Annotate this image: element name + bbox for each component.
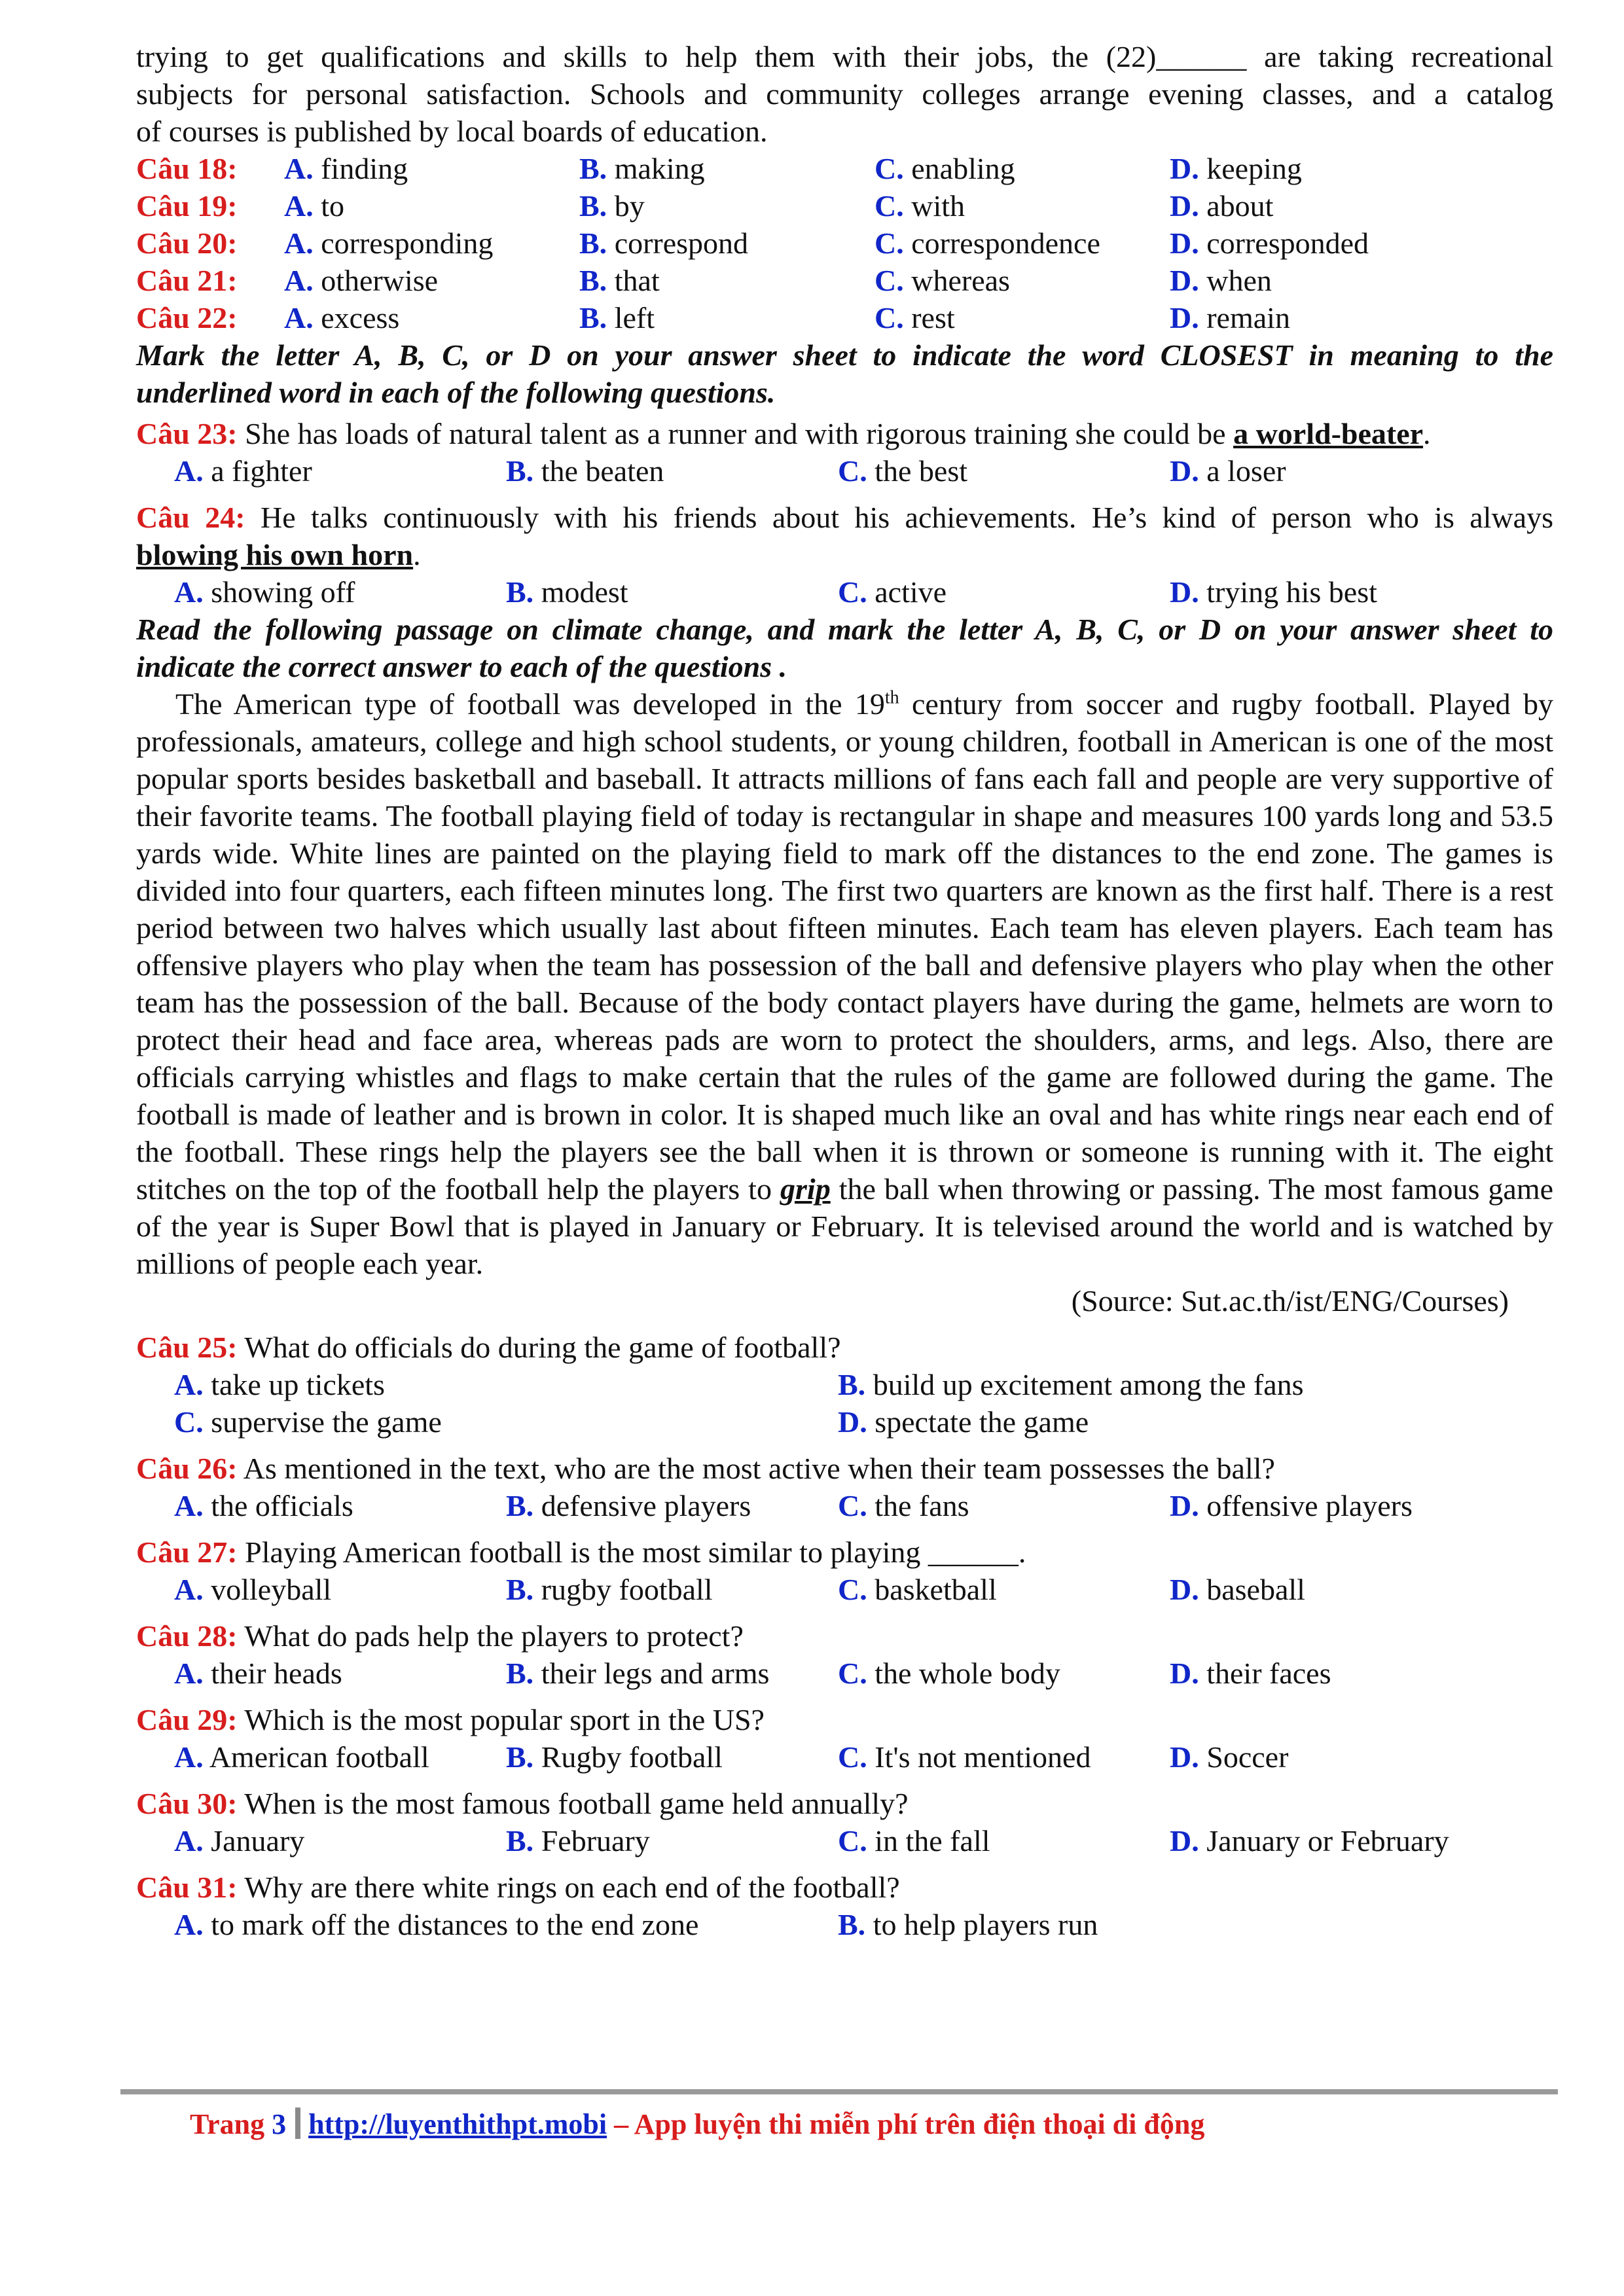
footer-divider xyxy=(120,2089,1558,2094)
question-20 xyxy=(136,224,1553,262)
option-a[interactable]: A. finding xyxy=(284,152,408,185)
instruction-closest-2: underlined word in each of the following questions. xyxy=(136,376,776,409)
option-a[interactable]: A. showing off xyxy=(174,575,355,609)
option-a[interactable]: A. take up tickets xyxy=(174,1368,385,1401)
option-a[interactable]: A. their heads xyxy=(174,1657,342,1690)
option-b[interactable]: B. rugby football xyxy=(506,1573,713,1606)
question-27: Câu 27: Playing American football is the most similar to playing ______. A. volleyball B. rugby football C. basketball D. baseball xyxy=(136,1534,1553,1608)
option-a[interactable]: A. the officials xyxy=(174,1489,353,1522)
option-a[interactable]: A. corresponding xyxy=(284,226,494,260)
question-23: Câu 23: She has loads of natural talent as a runner and with rigorous training she could be a world-beater. A. a fighter B. the beaten C. the best D. a loser xyxy=(136,415,1553,490)
footer-separator xyxy=(295,2108,300,2139)
question-text: As mentioned in the text, who are the most active when their team possesses the ball? xyxy=(243,1452,1275,1485)
option-c[interactable]: C. It's not mentioned xyxy=(838,1740,1091,1774)
footer-tagline: – App luyện thi miễn phí trên điện thoại di động xyxy=(607,2108,1205,2140)
option-d[interactable]: D. corresponded xyxy=(1170,226,1369,260)
instruction-reading-1: Read the following passage on climate change, and mark the letter A, B, C, or D on your answer sheet to xyxy=(136,613,1553,646)
question-text: She has loads of natural talent as a runner and with rigorous training she could be xyxy=(245,417,1226,450)
option-b[interactable]: B. the beaten xyxy=(506,454,664,488)
option-c[interactable]: C. supervise the game xyxy=(174,1405,442,1439)
option-b[interactable]: B. Rugby football xyxy=(506,1740,723,1774)
question-text: He talks continuously with his friends about his achievements. He’s kind of person who is always xyxy=(260,501,1553,534)
option-d[interactable]: D. trying his best xyxy=(1170,575,1377,609)
option-d[interactable]: D. about xyxy=(1170,189,1274,223)
option-b[interactable]: B. modest xyxy=(506,575,628,609)
question-19 xyxy=(136,187,1553,224)
page-footer xyxy=(190,2108,1204,2141)
option-c[interactable]: C. rest xyxy=(875,301,955,334)
option-a[interactable]: A. American football xyxy=(174,1740,429,1774)
option-d[interactable]: D. remain xyxy=(1170,301,1290,334)
question-22 xyxy=(136,299,1553,336)
page-number: 3 xyxy=(272,2108,287,2140)
option-a[interactable]: A. January xyxy=(174,1824,305,1857)
option-a[interactable]: A. to mark off the distances to the end zone xyxy=(174,1908,699,1941)
option-b[interactable]: B. making xyxy=(579,152,705,185)
option-a[interactable]: A. to xyxy=(284,189,345,223)
option-c[interactable]: C. basketball xyxy=(838,1573,997,1606)
question-18 xyxy=(136,150,1553,187)
option-d[interactable]: D. keeping xyxy=(1170,152,1302,185)
option-c[interactable]: C. whereas xyxy=(875,264,1010,297)
reading-passage: The American type of football was developed in the 19th century from soccer and rugby football. Played by professionals, amateurs, college and high school students, or young children, football in American is one of the most popular sports besides basketball and baseball. It attracts millions of fans each fall and people are very supportive of their favorite teams. The football playing field of today is rectangular in shape and measures 100 yards long and 53.5 yards wide. White lines are painted on the playing field to mark off the distances to the end zone. The games is divided into four quarters, each fifteen minutes long. The first two quarters are known as the first half. There is a rest period between two halves which usually last about fifteen minutes. Each team has eleven players. Each team has offensive players who play when the team has possession of the ball and defensive players who play when the other team has the possession of the ball. Because of the body contact players have during the game, helmets are worn to protect their head and face area, whereas pads are worn to protect the shoulders, arms, and legs. Also, there are officials carrying whistles and flags to make certain that the rules of the game are followed during the game. The football is made of leather and is brown in color. It is shaped much like an oval and has white rings near each end of the football. These rings help the players see the ball when it is thrown or someone is running with it. The eight stitches on the top of the football help the players to grip the ball when throwing or passing. The most famous game of the year is Super Bowl that is played in January or February. It is televised around the world and is watched by millions of people each year. xyxy=(136,687,1554,1280)
option-a[interactable]: A. a fighter xyxy=(174,454,312,488)
intro-line-1: trying to get qualifications and skills to help them with their jobs, the (22)______ are taking recreational xyxy=(136,40,1553,73)
option-d[interactable]: D. January or February xyxy=(1170,1824,1449,1857)
question-number: Câu 20: xyxy=(136,226,238,260)
question-text: What do pads help the players to protect? xyxy=(244,1619,744,1653)
underlined-phrase: a world-beater xyxy=(1233,417,1424,450)
question-24: Câu 24: He talks continuously with his friends about his achievements. He’s kind of person who is always blowing his own horn. A. showing off B. modest C. active D. trying his best xyxy=(136,499,1553,611)
option-b[interactable]: B. their legs and arms xyxy=(506,1657,770,1690)
option-b[interactable]: B. by xyxy=(579,189,645,223)
question-text: Playing American football is the most similar to playing ______. xyxy=(245,1535,1026,1569)
option-c[interactable]: C. the fans xyxy=(838,1489,969,1522)
option-b[interactable]: B. defensive players xyxy=(506,1489,751,1522)
question-number: Câu 19: xyxy=(136,189,238,223)
option-b[interactable]: B. February xyxy=(506,1824,650,1857)
option-d[interactable]: D. baseball xyxy=(1170,1573,1305,1606)
question-21 xyxy=(136,262,1553,299)
question-26: Câu 26: As mentioned in the text, who are the most active when their team possesses the ball? A. the officials B. defensive players C. the fans D. offensive players xyxy=(136,1450,1553,1524)
option-c[interactable]: C. in the fall xyxy=(838,1824,990,1857)
option-d[interactable]: D. Soccer xyxy=(1170,1740,1289,1774)
exam-page xyxy=(136,38,1553,1943)
intro-line-2: subjects for personal satisfaction. Schools and community colleges arrange evening classes, and a catalog xyxy=(136,77,1553,111)
question-text: What do officials do during the game of football? xyxy=(244,1331,841,1364)
option-b[interactable]: B. to help players run xyxy=(838,1908,1098,1941)
option-a[interactable]: A. otherwise xyxy=(284,264,439,297)
passage-source: (Source: Sut.ac.th/ist/ENG/Courses) xyxy=(1071,1284,1509,1318)
option-d[interactable]: D. a loser xyxy=(1170,454,1286,488)
cloze-questions xyxy=(136,150,1553,336)
question-25: Câu 25: What do officials do during the game of football? A. take up tickets B. build up excitement among the fans C. supervise the game D. spectate the game xyxy=(136,1329,1553,1441)
question-number: Câu 22: xyxy=(136,301,238,334)
option-c[interactable]: C. the best xyxy=(838,454,968,488)
question-number: Câu 24: xyxy=(136,501,245,534)
option-d[interactable]: D. spectate the game xyxy=(838,1405,1089,1439)
underlined-phrase: blowing his own horn xyxy=(136,538,414,571)
question-number: Câu 18: xyxy=(136,152,238,185)
option-c[interactable]: C. active xyxy=(838,575,947,609)
page-label: Trang xyxy=(190,2108,265,2140)
question-number: Câu 23: xyxy=(136,417,238,450)
question-number: Câu 21: xyxy=(136,264,238,297)
question-28: Câu 28: What do pads help the players to protect? A. their heads B. their legs and arms C. the whole body D. their faces xyxy=(136,1617,1553,1692)
question-31: Câu 31: Why are there white rings on each end of the football? A. to mark off the distances to the end zone B. to help players run xyxy=(136,1869,1553,1943)
option-d[interactable]: D. when xyxy=(1170,264,1272,297)
footer-link[interactable]: http://luyenthithpt.mobi xyxy=(308,2108,607,2140)
option-c[interactable]: C. with xyxy=(875,189,965,223)
option-a[interactable]: A. volleyball xyxy=(174,1573,332,1606)
option-d[interactable]: D. offensive players xyxy=(1170,1489,1413,1522)
question-text: When is the most famous football game held annually? xyxy=(244,1787,909,1820)
intro-line-3: of courses is published by local boards of education. xyxy=(136,115,768,148)
question-30: Câu 30: When is the most famous football game held annually? A. January B. February C. in the fall D. January or February xyxy=(136,1785,1553,1859)
question-text: Why are there white rings on each end of the football? xyxy=(244,1871,900,1904)
question-text: Which is the most popular sport in the US? xyxy=(244,1703,765,1736)
option-d[interactable]: D. their faces xyxy=(1170,1657,1331,1690)
option-b[interactable]: B. left xyxy=(579,301,655,334)
option-c[interactable]: C. the whole body xyxy=(838,1657,1060,1690)
option-b[interactable]: B. that xyxy=(579,264,660,297)
underlined-word-grip: grip xyxy=(780,1172,831,1206)
instruction-closest-1: Mark the letter A, B, C, or D on your answer sheet to indicate the word CLOSEST in meaning to the xyxy=(136,338,1553,372)
instruction-reading-2: indicate the correct answer to each of the questions . xyxy=(136,650,787,683)
option-b[interactable]: B. build up excitement among the fans xyxy=(838,1368,1304,1401)
option-c[interactable]: C. enabling xyxy=(875,152,1015,185)
option-a[interactable]: A. excess xyxy=(284,301,400,334)
option-c[interactable]: C. correspondence xyxy=(875,226,1100,260)
question-29: Câu 29: Which is the most popular sport in the US? A. American football B. Rugby football C. It's not mentioned D. Soccer xyxy=(136,1701,1553,1776)
option-b[interactable]: B. correspond xyxy=(579,226,749,260)
